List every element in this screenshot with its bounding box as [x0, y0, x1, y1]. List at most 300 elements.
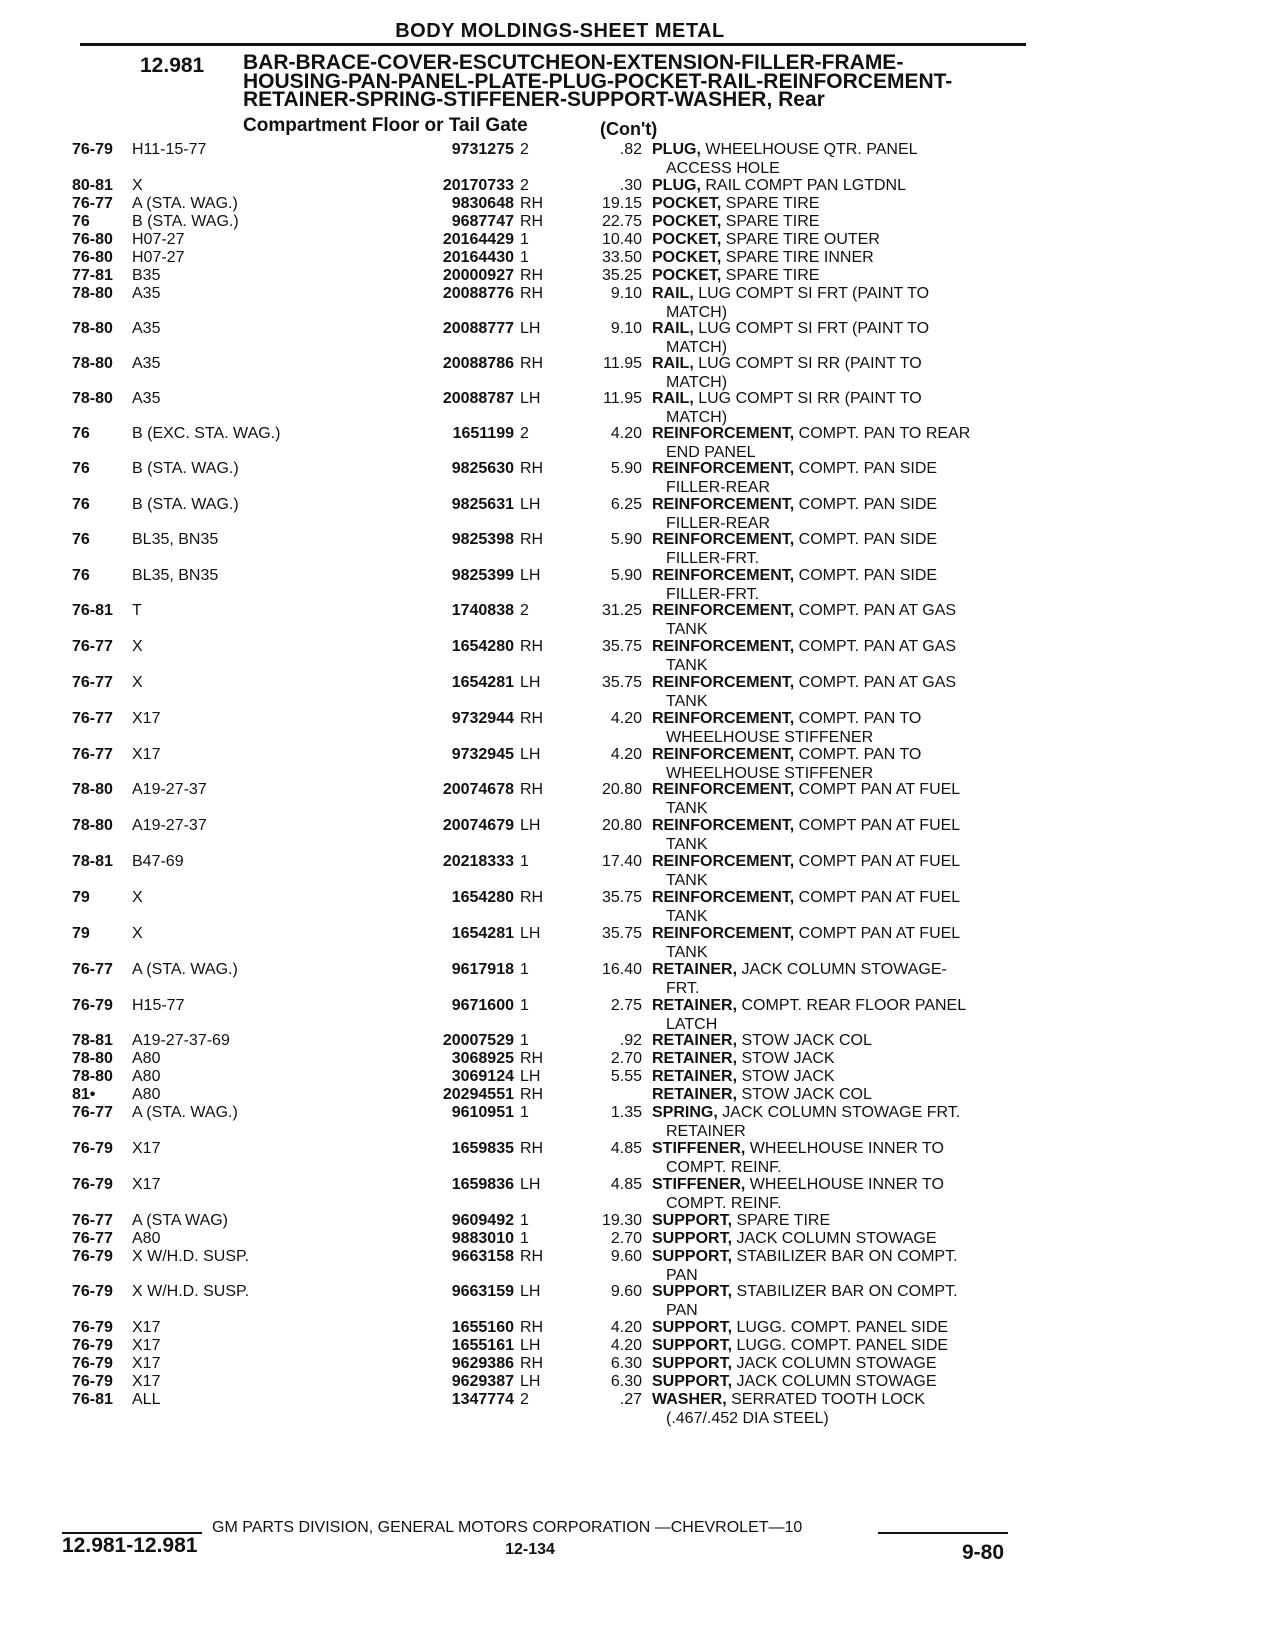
footer-rule-right — [878, 1532, 1008, 1534]
quantity: 2 — [520, 1391, 529, 1408]
quantity: LH — [520, 817, 541, 834]
part-number: 9825399 — [451, 567, 514, 584]
part-desc-continued: FILLER-FRT. — [666, 585, 760, 603]
model-year: 76-79 — [72, 1373, 113, 1390]
part-description — [652, 1032, 1022, 1051]
model-code: A (STA. WAG.) — [132, 961, 238, 978]
part-name: RETAINER, — [652, 1050, 738, 1067]
part-desc-continued: FILLER-FRT. — [666, 549, 760, 567]
part-name: RETAINER, — [652, 1068, 738, 1085]
model-code: A (STA. WAG.) — [132, 195, 238, 212]
model-code: X — [132, 674, 143, 691]
part-desc-text: LUG COMPT SI RR (PAINT TO — [693, 390, 922, 407]
model-code: A35 — [132, 355, 161, 372]
part-name: RETAINER, — [652, 1032, 738, 1049]
part-name: REINFORCEMENT, — [652, 817, 795, 834]
part-name: POCKET, — [652, 267, 722, 284]
price: 6.30 — [610, 1373, 642, 1390]
part-desc-continued: TANK — [666, 907, 708, 925]
price: 31.25 — [601, 602, 642, 619]
part-number: 9629387 — [451, 1373, 514, 1390]
part-desc-continued: TANK — [666, 871, 708, 889]
part-number: 1655160 — [451, 1319, 514, 1336]
model-code: B (STA. WAG.) — [132, 213, 239, 230]
part-number: 1659835 — [451, 1140, 514, 1157]
part-name: RAIL, — [652, 320, 694, 337]
part-desc-text: COMPT. PAN SIDE — [794, 567, 938, 584]
model-code: A19-27-37-69 — [132, 1032, 230, 1049]
part-description — [652, 1337, 1022, 1356]
model-code: B (STA. WAG.) — [132, 496, 239, 513]
model-code: BL35, BN35 — [132, 531, 219, 548]
part-description — [652, 1391, 1022, 1428]
model-code: X W/H.D. SUSP. — [132, 1283, 250, 1300]
part-desc-continued: PAN — [666, 1266, 698, 1284]
price: 9.60 — [610, 1248, 642, 1265]
model-year: 76-79 — [72, 1176, 113, 1193]
part-description — [652, 355, 1022, 392]
model-year: 76-77 — [72, 195, 113, 212]
quantity: 2 — [520, 141, 529, 158]
part-desc-text: SPARE TIRE — [721, 213, 820, 230]
part-desc-text: COMPT. PAN AT GAS — [794, 602, 957, 619]
part-desc-text: WHEELHOUSE QTR. PANEL — [700, 141, 918, 158]
price: 35.25 — [601, 267, 642, 284]
part-number: 9687747 — [451, 213, 514, 230]
part-description — [652, 567, 1022, 604]
part-desc-continued: MATCH) — [666, 338, 728, 356]
part-name: WASHER, — [652, 1391, 727, 1408]
part-description — [652, 1373, 1022, 1392]
model-code: H07-27 — [132, 249, 185, 266]
part-description — [652, 460, 1022, 497]
part-description — [652, 817, 1022, 854]
part-desc-continued: PAN — [666, 1301, 698, 1319]
part-number: 20218333 — [442, 853, 514, 870]
price: 4.85 — [610, 1176, 642, 1193]
quantity: 2 — [520, 602, 529, 619]
part-number: 20164430 — [442, 249, 514, 266]
quantity: RH — [520, 1050, 544, 1067]
quantity: LH — [520, 1373, 541, 1390]
model-code: B35 — [132, 267, 161, 284]
part-number: 9883010 — [451, 1230, 514, 1247]
part-description — [652, 1086, 1022, 1105]
price: 16.40 — [601, 961, 642, 978]
quantity: 1 — [520, 1104, 529, 1121]
part-name: SPRING, — [652, 1104, 718, 1121]
page-title: BODY MOLDINGS-SHEET METAL — [395, 20, 725, 42]
part-desc-continued: FILLER-REAR — [666, 514, 771, 532]
part-desc-text: RAIL COMPT PAN LGTDNL — [700, 177, 906, 194]
model-code: A19-27-37 — [132, 817, 207, 834]
part-number: 9825631 — [451, 496, 514, 513]
part-desc-text: JACK COLUMN STOWAGE — [732, 1355, 937, 1372]
part-number: 9825398 — [451, 531, 514, 548]
part-description — [652, 496, 1022, 533]
part-name: SUPPORT, — [652, 1355, 733, 1372]
price: 19.15 — [601, 195, 642, 212]
part-desc-text: COMPT. PAN SIDE — [794, 531, 938, 548]
quantity: RH — [520, 889, 544, 906]
part-name: REINFORCEMENT, — [652, 496, 795, 513]
quantity: RH — [520, 781, 544, 798]
part-desc-continued: LATCH — [666, 1015, 718, 1033]
price: 22.75 — [601, 213, 642, 230]
model-code: A (STA. WAG.) — [132, 1104, 238, 1121]
price: 5.90 — [610, 531, 642, 548]
part-desc-text: SPARE TIRE — [721, 195, 820, 212]
model-year: 76 — [72, 567, 90, 584]
part-number: 1654281 — [451, 925, 514, 942]
model-year: 78-80 — [72, 781, 113, 798]
price: 9.10 — [610, 285, 642, 302]
part-desc-continued: WHEELHOUSE STIFFENER — [666, 728, 874, 746]
model-year: 78-81 — [72, 1032, 113, 1049]
model-code: A35 — [132, 390, 161, 407]
model-year: 76-77 — [72, 710, 113, 727]
model-code: X17 — [132, 1176, 161, 1193]
quantity: 1 — [520, 1212, 529, 1229]
part-number: 20007529 — [442, 1032, 514, 1049]
part-name: REINFORCEMENT, — [652, 674, 795, 691]
part-desc-text: LUGG. COMPT. PANEL SIDE — [732, 1337, 949, 1354]
part-desc-text: STOW JACK — [737, 1068, 835, 1085]
part-description — [652, 267, 1022, 286]
part-desc-text: COMPT. PAN TO — [794, 710, 922, 727]
quantity: LH — [520, 1176, 541, 1193]
part-number: 9731275 — [451, 141, 514, 158]
part-desc-continued: FILLER-REAR — [666, 478, 771, 496]
part-desc-continued: TANK — [666, 620, 708, 638]
part-desc-text: JACK COLUMN STOWAGE — [732, 1373, 937, 1390]
part-desc-text: STOW JACK COL — [737, 1086, 872, 1103]
quantity: RH — [520, 638, 544, 655]
model-year: 76-77 — [72, 638, 113, 655]
part-description — [652, 602, 1022, 639]
price: 5.55 — [610, 1068, 642, 1085]
part-desc-text: COMPT. REAR FLOOR PANEL — [737, 997, 967, 1014]
model-year: 77-81 — [72, 267, 113, 284]
quantity: 2 — [520, 425, 529, 442]
price: 2.70 — [610, 1050, 642, 1067]
part-description — [652, 1068, 1022, 1087]
quantity: LH — [520, 746, 541, 763]
price: .82 — [619, 141, 642, 158]
part-name: RAIL, — [652, 355, 694, 372]
part-desc-text: LUG COMPT SI FRT (PAINT TO — [693, 320, 930, 337]
quantity: LH — [520, 390, 541, 407]
quantity: LH — [520, 496, 541, 513]
part-description — [652, 1176, 1022, 1213]
part-desc-text: LUGG. COMPT. PANEL SIDE — [732, 1319, 949, 1336]
part-description — [652, 531, 1022, 568]
model-code: A35 — [132, 285, 161, 302]
part-number: 20088777 — [442, 320, 514, 337]
part-desc-continued: TANK — [666, 835, 708, 853]
part-description — [652, 141, 1022, 178]
quantity: RH — [520, 460, 544, 477]
part-name: RETAINER, — [652, 1086, 738, 1103]
footer-page-number: 12-134 — [505, 1541, 555, 1558]
part-name: REINFORCEMENT, — [652, 567, 795, 584]
price: 20.80 — [601, 817, 642, 834]
model-year: 78-80 — [72, 1068, 113, 1085]
part-desc-text: LUG COMPT SI RR (PAINT TO — [693, 355, 922, 372]
part-number: 20074678 — [442, 781, 514, 798]
model-year: 78-80 — [72, 320, 113, 337]
part-description — [652, 320, 1022, 357]
footer-publisher: GM PARTS DIVISION, GENERAL MOTORS CORPORATION —CHEVROLET—10 — [212, 1519, 803, 1536]
footer-date: 9-80 — [962, 1541, 1005, 1564]
part-number: 9617918 — [451, 961, 514, 978]
part-name: STIFFENER, — [652, 1140, 746, 1157]
part-number: 20088776 — [442, 285, 514, 302]
part-desc-text: JACK COLUMN STOWAGE — [732, 1230, 937, 1247]
part-desc-text: COMPT. PAN TO REAR — [794, 425, 971, 442]
part-desc-text: COMPT PAN AT FUEL — [794, 889, 961, 906]
model-code: X — [132, 638, 143, 655]
part-desc-text: STABILIZER BAR ON COMPT. — [732, 1248, 958, 1265]
part-description — [652, 177, 1022, 196]
model-code: X — [132, 925, 143, 942]
price: 17.40 — [601, 853, 642, 870]
part-name: REINFORCEMENT, — [652, 638, 795, 655]
model-code: X17 — [132, 710, 161, 727]
model-code: A80 — [132, 1068, 161, 1085]
quantity: RH — [520, 1319, 544, 1336]
model-year: 76-79 — [72, 1248, 113, 1265]
part-name: RAIL, — [652, 390, 694, 407]
model-year: 76-79 — [72, 1355, 113, 1372]
price: 1.35 — [610, 1104, 642, 1121]
model-code: H15-77 — [132, 997, 185, 1014]
part-description — [652, 925, 1022, 962]
model-year: 79 — [72, 925, 90, 942]
part-name: REINFORCEMENT, — [652, 602, 795, 619]
part-desc-continued: MATCH) — [666, 408, 728, 426]
model-year: 78-81 — [72, 853, 113, 870]
price: 35.75 — [601, 925, 642, 942]
price: 5.90 — [610, 567, 642, 584]
part-name: REINFORCEMENT, — [652, 460, 795, 477]
model-year: 78-80 — [72, 285, 113, 302]
part-description — [652, 710, 1022, 747]
model-code: A80 — [132, 1230, 161, 1247]
quantity: 1 — [520, 1032, 529, 1049]
part-desc-continued: MATCH) — [666, 373, 728, 391]
price: 35.75 — [601, 638, 642, 655]
part-number: 9671600 — [451, 997, 514, 1014]
part-name: REINFORCEMENT, — [652, 781, 795, 798]
part-number: 1655161 — [451, 1337, 514, 1354]
part-number: 9732945 — [451, 746, 514, 763]
part-name: REINFORCEMENT, — [652, 710, 795, 727]
part-desc-continued: TANK — [666, 656, 708, 674]
section-subtitle: Compartment Floor or Tail Gate — [243, 115, 528, 136]
model-year: 76 — [72, 531, 90, 548]
part-number: 20074679 — [442, 817, 514, 834]
part-description — [652, 889, 1022, 926]
quantity: 1 — [520, 997, 529, 1014]
part-description — [652, 638, 1022, 675]
model-code: B47-69 — [132, 853, 184, 870]
model-year: 78-80 — [72, 1050, 113, 1067]
model-year: 76-79 — [72, 1140, 113, 1157]
model-code: H07-27 — [132, 231, 185, 248]
model-code: ALL — [132, 1391, 161, 1408]
part-description — [652, 746, 1022, 783]
quantity: RH — [520, 531, 544, 548]
part-number: 9830648 — [451, 195, 514, 212]
model-year: 76 — [72, 425, 90, 442]
part-number: 20294551 — [442, 1086, 514, 1103]
price: 5.90 — [610, 460, 642, 477]
part-desc-text: WHEELHOUSE INNER TO — [745, 1140, 944, 1157]
part-name: POCKET, — [652, 213, 722, 230]
part-number: 1659836 — [451, 1176, 514, 1193]
price: 4.20 — [610, 425, 642, 442]
model-code: T — [132, 602, 142, 619]
part-name: SUPPORT, — [652, 1248, 733, 1265]
quantity: 1 — [520, 961, 529, 978]
price: 19.30 — [601, 1212, 642, 1229]
part-name: PLUG, — [652, 177, 701, 194]
part-desc-text: COMPT PAN AT FUEL — [794, 781, 961, 798]
part-desc-text: WHEELHOUSE INNER TO — [745, 1176, 944, 1193]
model-year: 76 — [72, 496, 90, 513]
part-description — [652, 1319, 1022, 1338]
part-name: SUPPORT, — [652, 1373, 733, 1390]
part-desc-text: COMPT. PAN SIDE — [794, 496, 938, 513]
part-desc-text: STOW JACK COL — [737, 1032, 872, 1049]
model-year: 76-77 — [72, 1230, 113, 1247]
part-number: 1651199 — [452, 425, 514, 442]
model-year: 76-79 — [72, 1319, 113, 1336]
part-description — [652, 1248, 1022, 1285]
part-desc-text: SPARE TIRE OUTER — [721, 231, 880, 248]
model-code: BL35, BN35 — [132, 567, 219, 584]
part-desc-text: JACK COLUMN STOWAGE FRT. — [717, 1104, 961, 1121]
part-desc-continued: TANK — [666, 799, 708, 817]
quantity: RH — [520, 1140, 544, 1157]
part-number: 9629386 — [451, 1355, 514, 1372]
model-year: 76-79 — [72, 997, 113, 1014]
quantity: RH — [520, 355, 544, 372]
part-desc-text: SPARE TIRE — [732, 1212, 831, 1229]
part-description — [652, 213, 1022, 232]
part-desc-text: COMPT. PAN AT GAS — [794, 674, 957, 691]
part-desc-continued: END PANEL — [666, 443, 756, 461]
part-number: 1347774 — [451, 1391, 514, 1408]
model-code: A80 — [132, 1086, 161, 1103]
part-desc-text: STABILIZER BAR ON COMPT. — [732, 1283, 958, 1300]
part-desc-text: COMPT PAN AT FUEL — [794, 925, 961, 942]
model-code: X17 — [132, 1337, 161, 1354]
part-number: 1654281 — [451, 674, 514, 691]
model-year: 76-77 — [72, 746, 113, 763]
part-name: REINFORCEMENT, — [652, 925, 795, 942]
part-desc-continued: TANK — [666, 943, 708, 961]
part-number: 20088787 — [442, 390, 514, 407]
part-desc-continued: (.467/.452 DIA STEEL) — [666, 1409, 829, 1427]
part-number: 20000927 — [442, 267, 514, 284]
part-description — [652, 1140, 1022, 1177]
part-name: RAIL, — [652, 285, 694, 302]
quantity: LH — [520, 1068, 541, 1085]
model-year: 76-81 — [72, 602, 113, 619]
model-code: A19-27-37 — [132, 781, 207, 798]
part-description — [652, 853, 1022, 890]
quantity: 2 — [520, 177, 529, 194]
part-number: 9825630 — [451, 460, 514, 477]
part-number: 20088786 — [442, 355, 514, 372]
price: 2.70 — [610, 1230, 642, 1247]
part-name: POCKET, — [652, 195, 722, 212]
model-year: 76 — [72, 460, 90, 477]
part-description — [652, 997, 1022, 1034]
part-description — [652, 1104, 1022, 1141]
quantity: RH — [520, 285, 544, 302]
part-description — [652, 674, 1022, 711]
part-number: 1740838 — [451, 602, 514, 619]
part-desc-continued: MATCH) — [666, 303, 728, 321]
price: 6.30 — [610, 1355, 642, 1372]
part-description — [652, 195, 1022, 214]
part-desc-text: SERRATED TOOTH LOCK — [726, 1391, 925, 1408]
model-year: 78-80 — [72, 355, 113, 372]
model-code: X17 — [132, 1319, 161, 1336]
footer-section-range: 12.981-12.981 — [62, 1534, 198, 1557]
model-year: 81• — [72, 1086, 96, 1103]
price: 2.75 — [610, 997, 642, 1014]
model-code: A35 — [132, 320, 161, 337]
part-description — [652, 1212, 1022, 1231]
model-code: X17 — [132, 746, 161, 763]
part-desc-continued: COMPT. REINF. — [666, 1194, 782, 1212]
part-number: 9663158 — [451, 1248, 514, 1265]
quantity: LH — [520, 320, 541, 337]
part-desc-text: COMPT PAN AT FUEL — [794, 853, 961, 870]
price: 35.75 — [601, 674, 642, 691]
part-number: 9663159 — [451, 1283, 514, 1300]
continued-label: (Con't) — [600, 119, 658, 139]
price: 11.95 — [603, 355, 642, 372]
model-year: 76-81 — [72, 1391, 113, 1408]
part-name: REINFORCEMENT, — [652, 531, 795, 548]
part-number: 3068925 — [451, 1050, 514, 1067]
part-desc-continued: WHEELHOUSE STIFFENER — [666, 764, 874, 782]
part-name: SUPPORT, — [652, 1212, 733, 1229]
model-year: 79 — [72, 889, 90, 906]
part-description — [652, 961, 1022, 998]
model-code: A80 — [132, 1050, 161, 1067]
part-name: PLUG, — [652, 141, 701, 158]
model-year: 76-80 — [72, 249, 113, 266]
price: 9.60 — [610, 1283, 642, 1300]
quantity: RH — [520, 1355, 544, 1372]
part-number: 20170733 — [442, 177, 514, 194]
part-desc-continued: COMPT. REINF. — [666, 1158, 782, 1176]
part-description — [652, 425, 1022, 462]
model-code: A (STA WAG) — [132, 1212, 229, 1229]
part-description — [652, 231, 1022, 250]
price: .30 — [619, 177, 642, 194]
model-code: X17 — [132, 1373, 161, 1390]
part-desc-text: SPARE TIRE — [721, 267, 820, 284]
model-year: 76-79 — [72, 1283, 113, 1300]
part-number: 1654280 — [451, 889, 514, 906]
